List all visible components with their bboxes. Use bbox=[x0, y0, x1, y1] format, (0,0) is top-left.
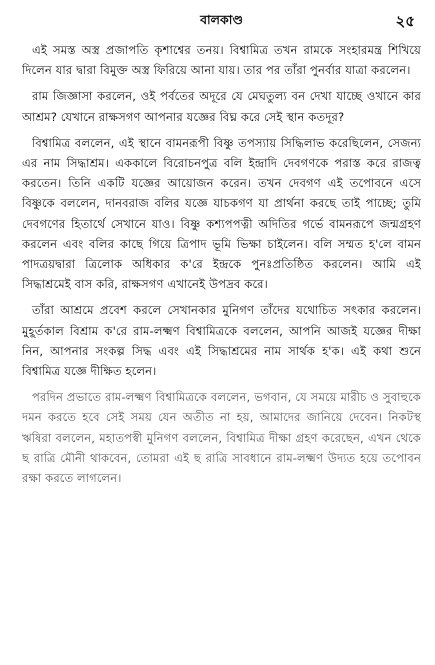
paragraph-2: রাম জিজ্ঞাসা করলেন, ওই পর্বতের অদূরে যে মেঘতুল্য বন দেখা যাচ্ছে ওখানে কার আশ্রম? যেখানে রাক্ষসগণ আপনার যজ্ঞের বিঘ্ন করে সেই স্থান কতদূর? bbox=[22, 89, 421, 124]
paragraph-5: পরদিন প্রভাতে রাম-লক্ষ্মণ বিশ্বামিত্রকে বললেন, ভগবান, যে সময়ে মারীচ ও সুবাহুকে দমন করতে হবে সেই সময় যেন অতীত না হয়, আমাদের জানিয়ে দেবেন। নিকটস্থ ঋষিরা বললেন, মহাতপস্বী মুনিগণ বললেন, বিশ্বামিত্র দীক্ষা গ্রহণ করেছেন, এখন থেকে ছ রাত্রি মৌনী থাকবেন, তোমরা এই ছ রাত্রি সাবধানে রাম-লক্ষ্মণ উদ্যত হয়ে তপোবন রক্ষা করতে লাগলেন। bbox=[22, 390, 421, 486]
page-header bbox=[22, 10, 421, 34]
page-number: ২৫ bbox=[395, 12, 415, 30]
running-title: বালকাণ্ড bbox=[200, 12, 243, 27]
paragraph-1: এই সমস্ত অস্ত্র প্রজাপতি কৃশাশ্বের তনয়। বিশ্বামিত্র তখন রামকে সংহারমন্ত্র শিখিয়ে দিলেন যার দ্বারা বিমুক্ত অস্ত্র ফিরিয়ে আনা যায়। তার পর তাঁরা পুনর্বার যাত্রা করলেন। bbox=[22, 43, 421, 78]
body-text bbox=[22, 40, 421, 488]
paragraph-4: তাঁরা আশ্রমে প্রবেশ করলে সেখানকার মুনিগণ তাঁদের যথোচিত সৎকার করলেন। মুহূর্তকাল বিশ্রাম ক'রে রাম-লক্ষ্মণ বিশ্বামিত্রকে বললেন, আপনি আজই যজ্ঞের দীক্ষা নিন, আপনার সংকল্প সিদ্ধ এবং এই সিদ্ধাশ্রমের নাম সার্থক হ'ক। এই কথা শুনে বিশ্বামিত্র যজ্ঞে দীক্ষিত হলেন। bbox=[22, 303, 421, 379]
paragraph-3: বিশ্বামিত্র বললেন, এই স্থানে বামনরূপী বিষ্ণু তপস্যায় সিদ্ধিলাভ করেছিলেন, সেজন্য এর নাম সিদ্ধাশ্রম। এককালে বিরোচনপুত্র বলি ইন্দ্রাদি দেবগণকে পরাস্ত করে রাজত্ব করতেন। তিনি একটি যজ্ঞের আয়োজন করেন। তখন দেবগণ এই তপোবনে এসে বিষ্ণুকে বললেন, দানবরাজ বলির যজ্ঞে যাচকগণ যা প্রার্থনা করছে তাই পাচ্ছে; তুমি দেবগণের হিতার্থে সেখানে যাও। বিষ্ণু কশ্যপপত্নী অদিতির গর্ভে বামনরূপে জন্মগ্রহণ করলেন এবং বলির কাছে গিয়ে ত্রিপাদ ভূমি ভিক্ষা চাইলেন। বলি সম্মত হ'লে বামন পাদত্রয়দ্বারা ত্রিলোক অধিকার ক'রে ইন্দ্রকে পুনঃপ্রতিষ্ঠিত করলেন। আমি এই সিদ্ধাশ্রমেই বাস করি, রাক্ষসগণ এখানেই উপদ্রব করে। bbox=[22, 135, 421, 292]
